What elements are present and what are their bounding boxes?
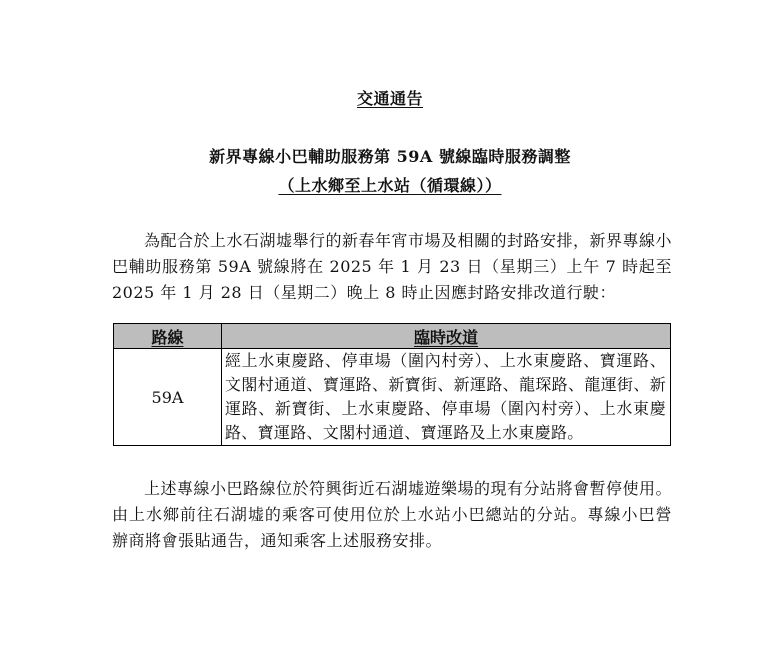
closing-paragraph: 上述專線小巴路線位於符興街近石湖墟遊樂場的現有分站將會暫停使用。由上水鄉前往石湖墟的乘客可使用位於上水站小巴總站的分站。專線小巴營辦商將會張貼通告，通知乘客上述服務安排。: [112, 479, 673, 550]
header-route: 路線: [114, 324, 222, 349]
diversion-table: [113, 323, 671, 446]
table-header-row: [114, 324, 671, 349]
intro-paragraph: 為配合於上水石湖墟舉行的新春年宵市場及相關的封路安排，新界專線小巴輔助服務第 59A 號線將在 2025 年 1 月 23 日（星期三）上午 7 時起至 2025 年 1 月 28 日（星期二）晚上 8 時止因應封路安排改道行駛：: [112, 231, 673, 302]
header-diversion: 臨時改道: [222, 324, 671, 349]
notice-title: 交通通告: [356, 89, 423, 108]
notice-subtitle: 新界專線小巴輔助服務第 59A 號線臨時服務調整: [209, 147, 571, 166]
table-row: [114, 349, 671, 446]
route-number-cell: 59A: [114, 349, 222, 446]
notice-subtitle-route: （上水鄉至上水站（循環線））: [278, 176, 502, 195]
diversion-detail-cell: 經上水東慶路、停車場（圍內村旁）、上水東慶路、寶運路、文閣村通道、寶運路、新寶街、新運路、龍琛路、龍運街、新運路、新寶街、上水東慶路、停車場（圍內村旁）、上水東慶路、寶運路、文閣村通道、寶運路及上水東慶路。: [222, 349, 671, 446]
